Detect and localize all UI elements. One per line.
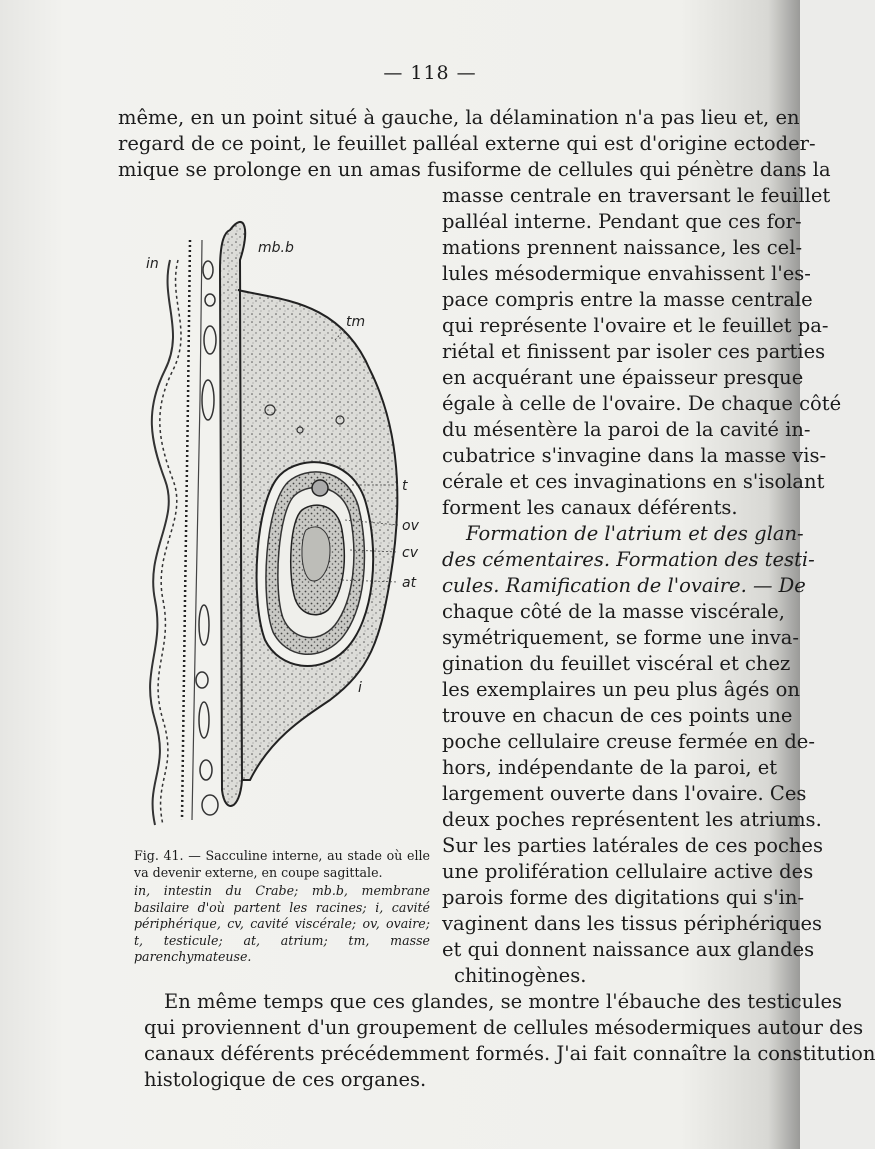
text-line: du mésentère la paroi de la cavité in- — [442, 418, 811, 441]
label-i: i — [358, 680, 362, 696]
page-number: — 118 — — [383, 62, 477, 84]
text-line: cubatrice s'invagine dans la masse vis- — [442, 444, 827, 467]
label-mb: mb.b — [258, 240, 294, 256]
text-line: mations prennent naissance, les cel- — [442, 236, 803, 259]
text-line: en acquérant une épaisseur presque — [442, 366, 804, 389]
text-line: les exemplaires un peu plus âgés on — [442, 678, 800, 701]
testis — [312, 480, 328, 496]
text-line: gination du feuillet viscéral et chez — [442, 652, 791, 675]
label-tm: tm — [346, 314, 366, 330]
label-ov: ov — [402, 518, 419, 534]
text-line: égale à celle de l'ovaire. De chaque côté — [442, 392, 842, 415]
label-at: at — [402, 575, 417, 591]
text-line: histologique de ces organes. — [144, 1068, 427, 1091]
text-line: deux poches représentent les atriums. — [442, 808, 822, 831]
label-cv: cv — [402, 545, 418, 561]
text-line: cérale et ces invaginations en s'isolant — [442, 470, 825, 493]
text-line: riétal et finissent par isoler ces parties — [442, 340, 826, 363]
text-line: même, en un point situé à gauche, la délamination n'a pas lieu et, en — [118, 106, 800, 129]
text-line: Formation de l'atrium et des glan- — [466, 522, 804, 545]
text-line: vaginent dans les tissus périphériques — [442, 912, 823, 935]
text-line: trouve en chacun de ces points une — [442, 704, 793, 727]
text-line: lules mésodermique envahissent l'es- — [442, 262, 811, 285]
text-line: palléal interne. Pendant que ces for- — [442, 210, 802, 233]
text-line: canaux déférents précédemment formés. J'ai fait connaître la constitution — [144, 1042, 875, 1065]
basilar-membrane — [182, 240, 190, 820]
caption-title: Fig. 41. — Sacculine interne, au stade où elle va devenir externe, en coupe sagittale. — [134, 848, 430, 880]
text-line: largement ouverte dans l'ovaire. Ces — [442, 782, 807, 805]
text-line: symétriquement, se forme une inva- — [442, 626, 799, 649]
text-line: poche cellulaire creuse fermée en de- — [442, 730, 815, 753]
text-line: cules. Ramification de l'ovaire. — De — [442, 574, 806, 597]
text-line: hors, indépendante de la paroi, et — [442, 756, 778, 779]
text-line: parois forme des digitations qui s'in- — [442, 886, 805, 909]
text-line: masse centrale en traversant le feuillet — [442, 184, 831, 207]
text-line: une prolifération cellulaire active des — [442, 860, 814, 883]
text-line: mique se prolonge en un amas fusiforme de cellules qui pénètre dans la — [118, 158, 831, 181]
text-line: regard de ce point, le feuillet palléal externe qui est d'origine ectoder- — [118, 132, 816, 155]
text-line: forment les canaux déférents. — [442, 496, 738, 519]
label-in: in — [146, 256, 159, 272]
label-t: t — [402, 478, 408, 494]
text-line: qui proviennent d'un groupement de cellules mésodermiques autour des — [144, 1016, 864, 1039]
text-line: chaque côté de la masse viscérale, — [442, 600, 785, 623]
text-line: des cémentaires. Formation des testi- — [442, 548, 815, 571]
anatomical-figure — [130, 200, 440, 840]
text-line: Sur les parties latérales de ces poches — [442, 834, 823, 857]
caption-legend: in, intestin du Crabe; mb.b, membrane basilaire d'où partent les racines; i, cavité périphérique, cv, cavité viscérale; ov, ovaire; t, testicule; at, atrium; tm, masse parenchymateuse. — [134, 883, 430, 964]
text-line: pace compris entre la masse centrale — [442, 288, 813, 311]
text-line: chitinogènes. — [454, 964, 587, 987]
text-line: et qui donnent naissance aux glandes — [442, 938, 815, 961]
figure-caption — [134, 848, 430, 966]
intestine-wall — [150, 260, 173, 825]
text-line: qui représente l'ovaire et le feuillet pa- — [442, 314, 829, 337]
text-line: En même temps que ces glandes, se montre l'ébauche des testicules — [164, 990, 842, 1013]
